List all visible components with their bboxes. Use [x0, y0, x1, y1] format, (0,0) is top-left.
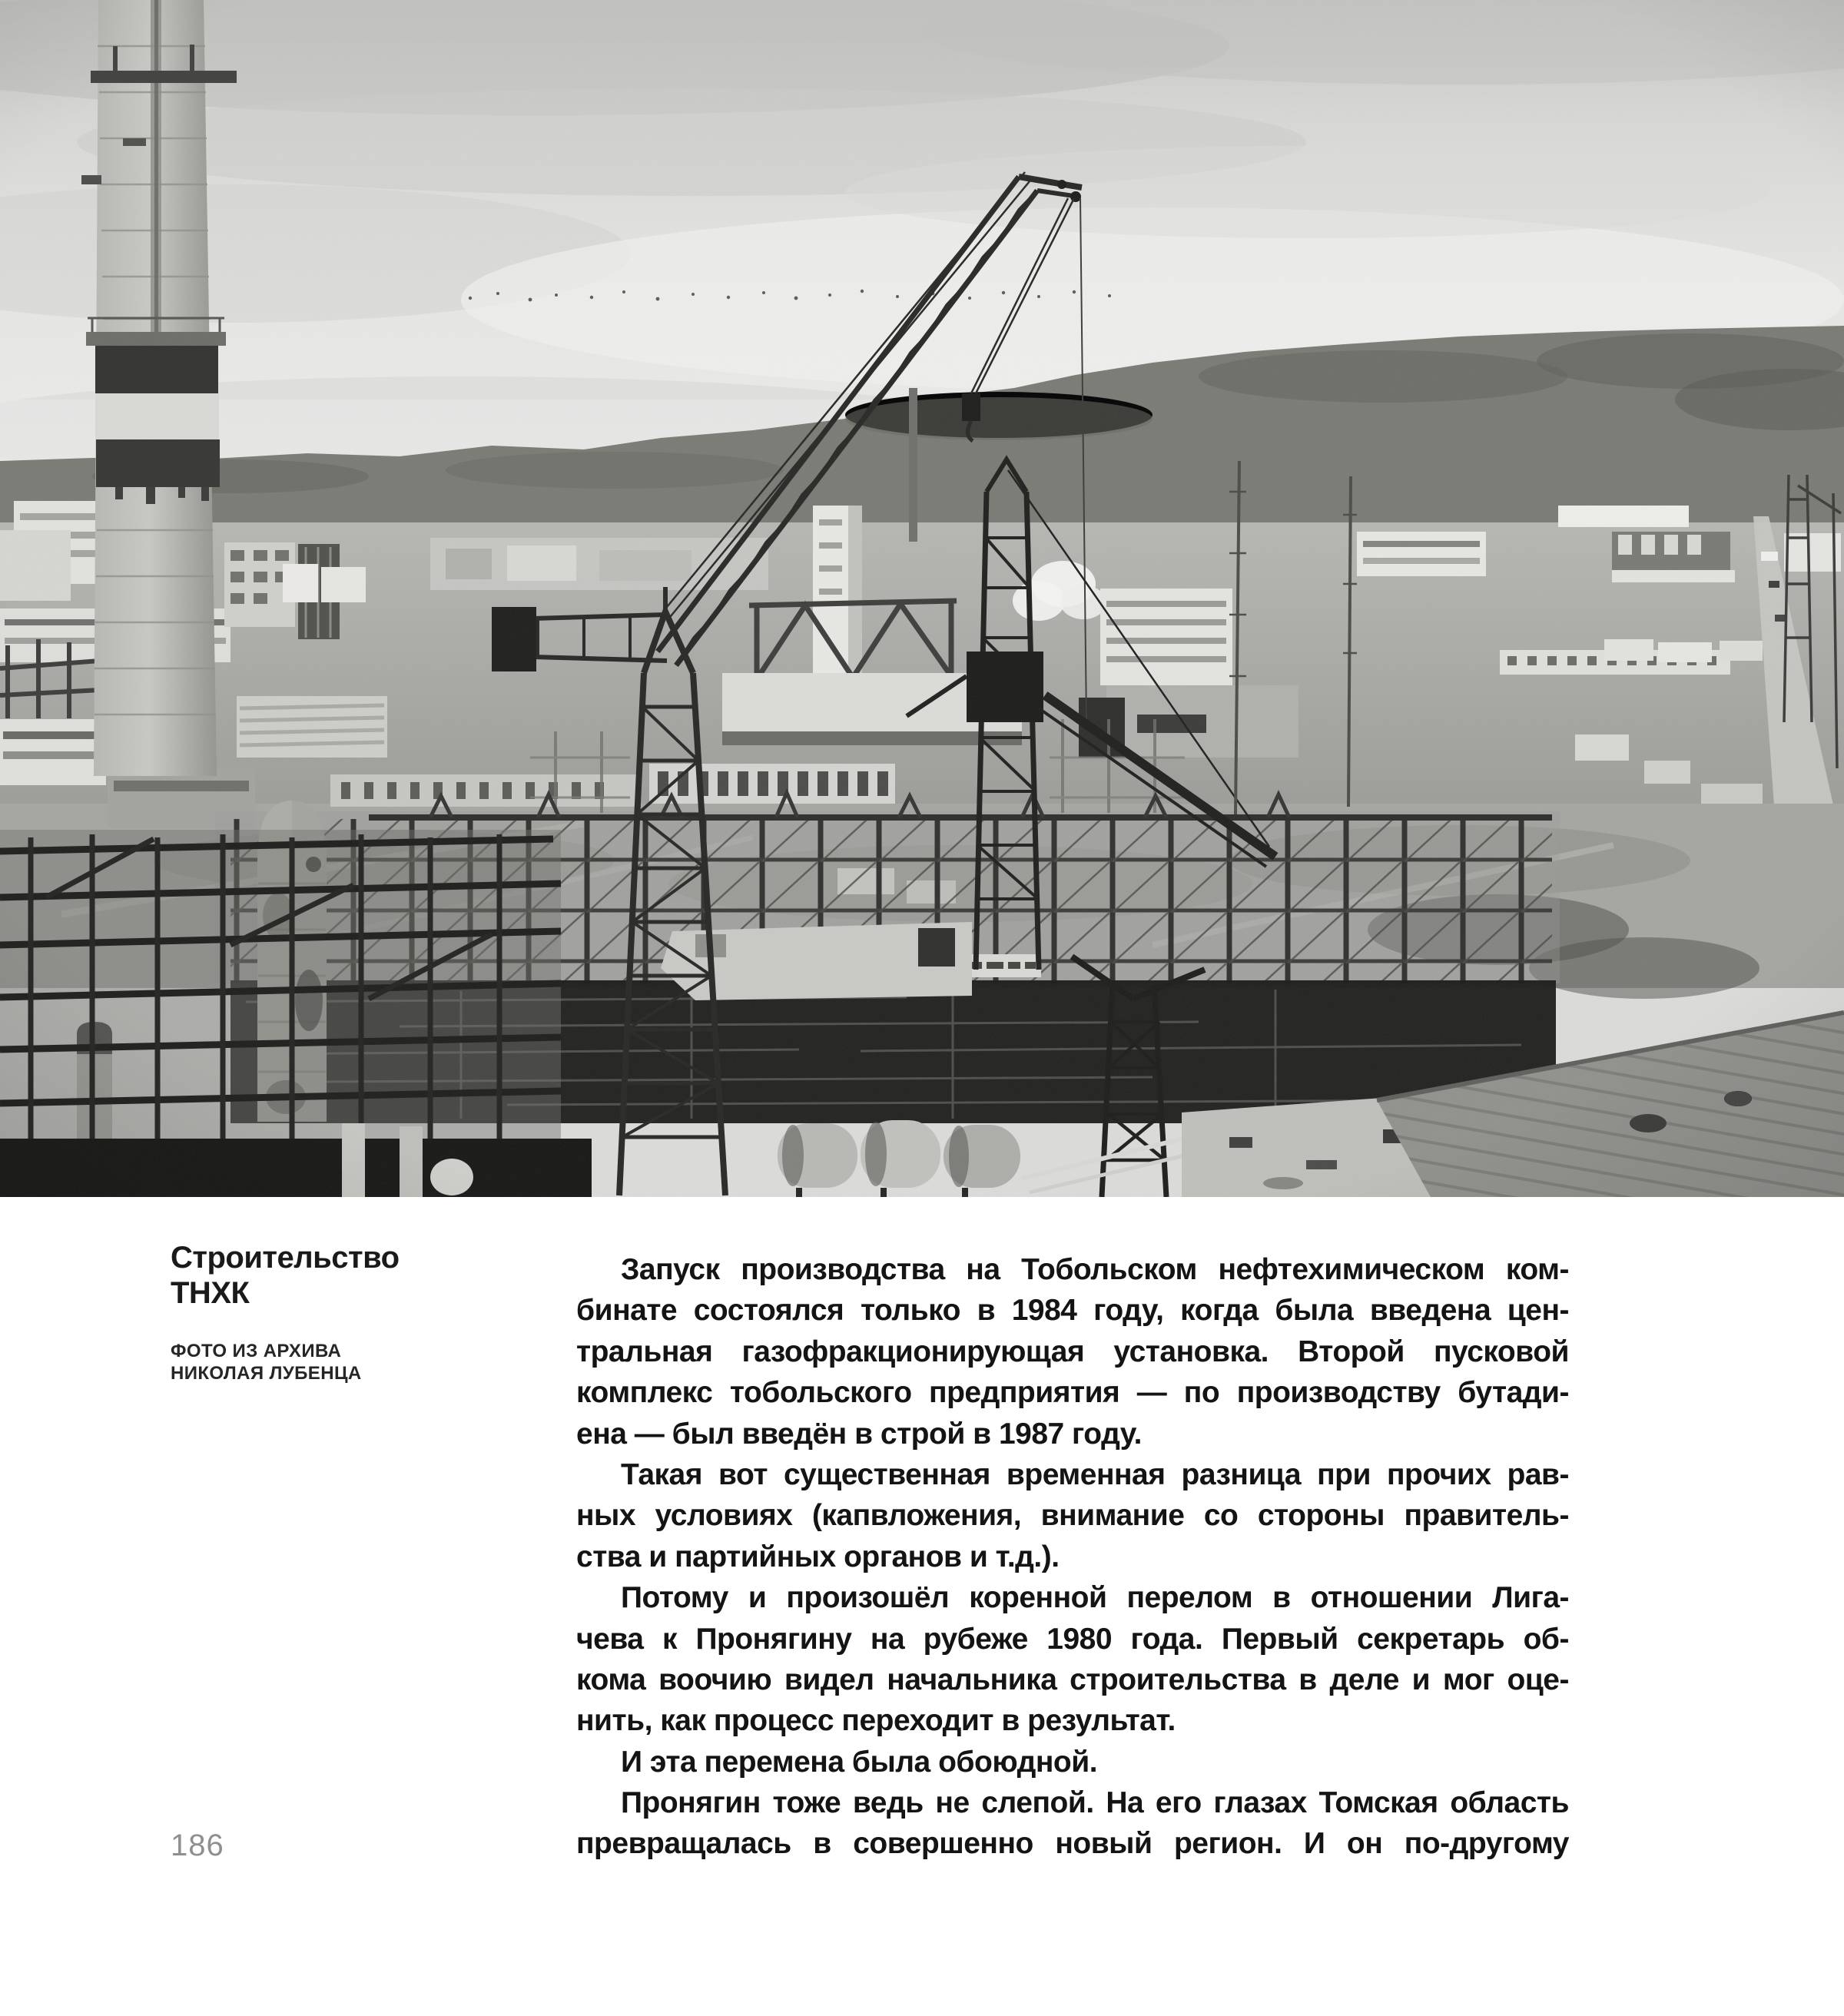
- body-text-line: бинате состоялся только в 1984 году, когда была введена цен-: [576, 1294, 1569, 1328]
- photo-caption: [171, 1240, 539, 1384]
- body-text-line: Такая вот существенная временная разница при прочих рав-: [621, 1457, 1569, 1491]
- body-text-line: ена — был введён в строй в 1987 году.: [576, 1417, 1142, 1451]
- caption-credit: [171, 1340, 539, 1384]
- body-text-line: нить, как процесс переходит в результат.: [576, 1704, 1176, 1738]
- body-text-line: чева к Пронягину на рубеже 1980 года. Первый секретарь об-: [576, 1622, 1569, 1656]
- article-body-text: [576, 1249, 1569, 1865]
- caption-credit-line2: НИКОЛАЯ ЛУБЕНЦА: [171, 1363, 362, 1384]
- body-text-line: превращалась в совершенно новый регион. И он по-другому: [576, 1827, 1569, 1861]
- body-text-line: комплекс тобольского предприятия — по производству бутади-: [576, 1376, 1569, 1410]
- body-text-line: ных условиях (капвложения, внимание со стороны правитель-: [576, 1499, 1569, 1533]
- caption-title: [171, 1240, 539, 1311]
- body-text-line: ства и партийных органов и т.д.).: [576, 1540, 1060, 1573]
- caption-title-line2: ТНХК: [171, 1276, 250, 1310]
- caption-title-line1: Строительство: [171, 1241, 400, 1275]
- body-text-line: Пронягин тоже ведь не слепой. На его глазах Томская область: [621, 1786, 1569, 1820]
- body-text-line: кома воочию видел начальника строительства в деле и мог оце-: [576, 1663, 1569, 1696]
- caption-credit-line1: ФОТО ИЗ АРХИВА: [171, 1341, 342, 1361]
- page-number: 186: [171, 1829, 224, 1862]
- body-text-line: И эта перемена была обоюдной.: [621, 1745, 1098, 1779]
- body-text-line: Запуск производства на Тобольском нефтехимическом ком-: [621, 1253, 1569, 1286]
- body-text-line: тральная газофракционирующая установка. Второй пусковой: [576, 1335, 1569, 1368]
- body-text-line: Потому и произошёл коренной перелом в отношении Лига-: [621, 1581, 1569, 1615]
